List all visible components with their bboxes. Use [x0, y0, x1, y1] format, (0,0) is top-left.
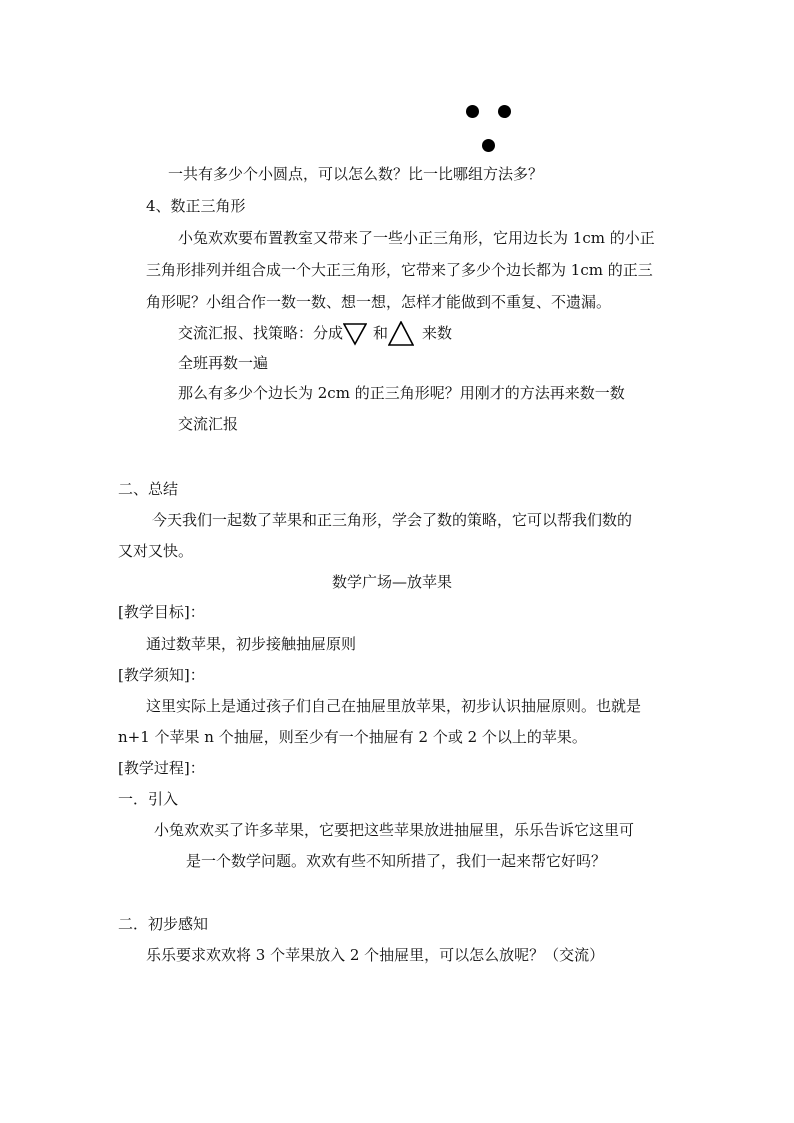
down-triangle-icon	[343, 322, 367, 346]
notes-text-2: n+1 个苹果 n 个抽屉，则至少有一个抽屉有 2 个或 2 个以上的苹果。	[118, 728, 587, 746]
intro-text-2: 是一个数学问题。欢欢有些不知所措了，我们一起来帮它好吗？	[186, 852, 607, 870]
dot-3	[482, 139, 495, 152]
label-objectives: [教学目标]：	[118, 603, 205, 621]
summary-text-2: 又对又快。	[118, 542, 194, 560]
strategy-text-2: 和	[373, 324, 389, 342]
objectives-text: 通过数苹果，初步接触抽屉原则	[146, 635, 357, 653]
dot-1	[466, 105, 479, 118]
intro-text-1: 小兔欢欢买了许多苹果，它要把这些苹果放进抽屉里，乐乐告诉它这里可	[154, 821, 635, 839]
report-line: 交流汇报	[178, 415, 239, 433]
summary-text-1: 今天我们一起数了苹果和正三角形，学会了数的策略，它可以帮我们数的	[152, 511, 633, 529]
paragraph-rabbit-1: 小兔欢欢要布置教室又带来了一些小正三角形，它用边长为 1cm 的小正	[178, 229, 655, 247]
label-notes: [教学须知]：	[118, 666, 205, 684]
heading-count-triangles: 4、数正三角形	[146, 197, 246, 215]
up-triangle-icon	[388, 321, 414, 347]
perception-text: 乐乐要求欢欢将 3 个苹果放入 2 个抽屉里，可以怎么放呢？（交流）	[146, 946, 605, 964]
question-2cm: 那么有多少个边长为 2cm 的正三角形呢？用刚才的方法再来数一数	[178, 384, 625, 402]
paragraph-rabbit-2: 三角形排列并组合成一个大正三角形，它带来了多少个边长都为 1cm 的正三	[146, 261, 653, 279]
dot-2	[498, 105, 511, 118]
section-perception: 二．初步感知	[118, 915, 209, 933]
section-intro: 一．引入	[118, 790, 179, 808]
notes-text-1: 这里实际上是通过孩子们自己在抽屉里放苹果，初步认识抽屉原则。也就是	[146, 697, 642, 715]
strategy-line	[178, 321, 452, 347]
label-process: [教学过程]：	[118, 759, 205, 777]
recount-line: 全班再数一遍	[178, 354, 269, 372]
strategy-text-1: 交流汇报、找策略：分成	[178, 324, 344, 342]
section-summary: 二、总结	[118, 480, 179, 498]
question-dots: 一共有多少个小圆点，可以怎么数？比一比哪组方法多？	[168, 165, 544, 183]
strategy-text-3: 来数	[422, 324, 453, 342]
lesson-title: 数学广场—放苹果	[332, 573, 453, 591]
paragraph-rabbit-3: 角形呢？小组合作一数一数、想一想，怎样才能做到不重复、不遗漏。	[146, 293, 612, 311]
